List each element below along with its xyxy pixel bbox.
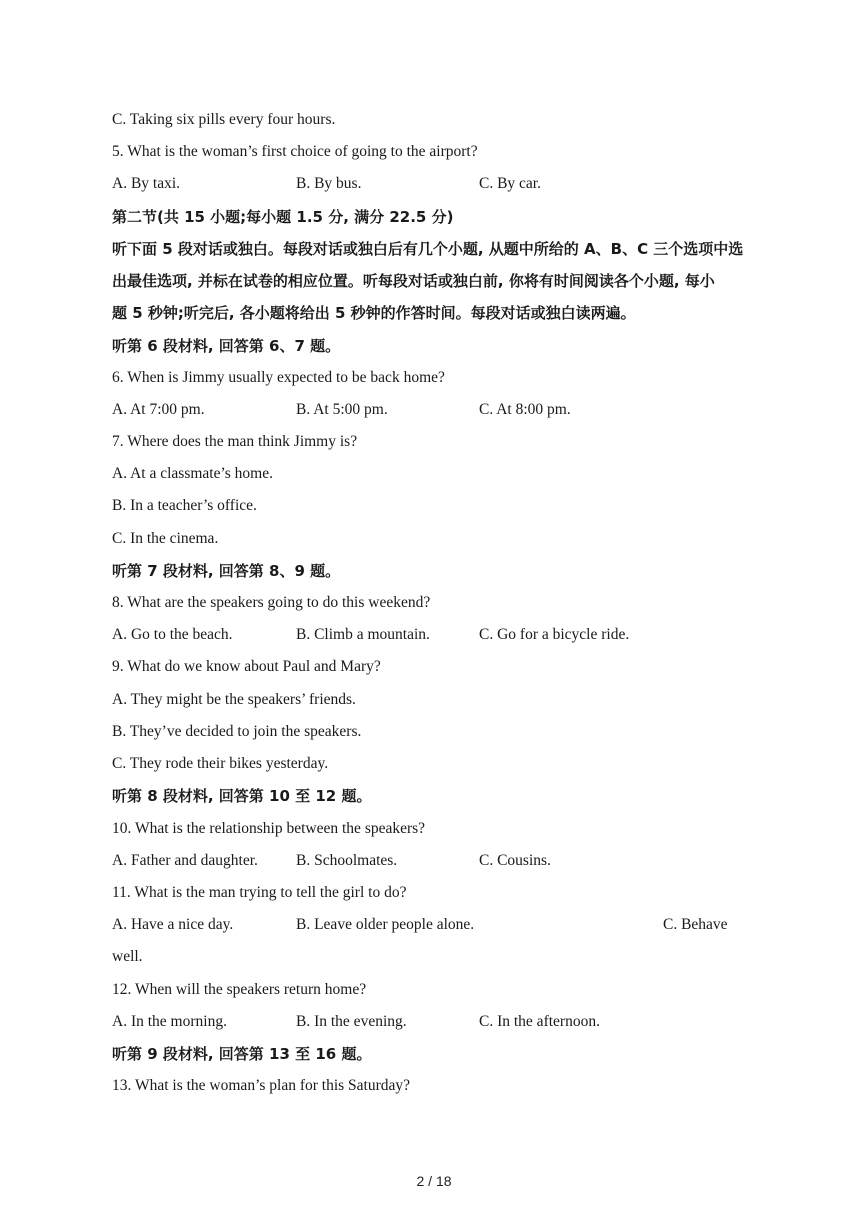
option-c: C. Behave — [663, 916, 728, 933]
instruction-line-1: 听下面 5 段对话或独白。每段对话或独白后有几个小题, 从题中所给的 A、B、C 三个选项中选 — [112, 240, 744, 258]
question-9-option-c: C. They rode their bikes yesterday. — [112, 755, 329, 772]
option-c: C. Go for a bicycle ride. — [479, 626, 630, 643]
option-b: B. By bus. — [296, 175, 362, 192]
material-6-heading: 听第 6 段材料, 回答第 6、7 题。 — [112, 337, 341, 355]
question-7-option-a: A. At a classmate’s home. — [112, 465, 273, 482]
question-7: 7. Where does the man think Jimmy is? — [112, 433, 358, 450]
option-a: A. By taxi. — [112, 175, 181, 192]
question-10: 10. What is the relationship between the speakers? — [112, 820, 426, 837]
option-a: A. Father and daughter. — [112, 852, 258, 869]
question-9: 9. What do we know about Paul and Mary? — [112, 658, 381, 675]
question-9-option-a: A. They might be the speakers’ friends. — [112, 691, 356, 708]
option-c: C. By car. — [479, 175, 541, 192]
material-7-heading: 听第 7 段材料, 回答第 8、9 题。 — [112, 562, 341, 580]
option-a: A. At 7:00 pm. — [112, 401, 205, 418]
option-a: A. In the morning. — [112, 1013, 227, 1030]
material-9-heading: 听第 9 段材料, 回答第 13 至 16 题。 — [112, 1045, 372, 1063]
option-b: B. At 5:00 pm. — [296, 401, 388, 418]
option-a: A. Go to the beach. — [112, 626, 233, 643]
question-6: 6. When is Jimmy usually expected to be back home? — [112, 369, 445, 386]
option-b: B. Leave older people alone. — [296, 916, 475, 933]
question-7-option-c: C. In the cinema. — [112, 530, 219, 547]
option-a: A. Have a nice day. — [112, 916, 234, 933]
question-11-option-c-wrap: well. — [112, 948, 143, 965]
question-7-option-b: B. In a teacher’s office. — [112, 497, 257, 514]
instruction-line-3: 题 5 秒钟;听完后, 各小题将给出 5 秒钟的作答时间。每段对话或独白读两遍。 — [112, 304, 636, 322]
question-13: 13. What is the woman’s plan for this Saturday? — [112, 1077, 411, 1094]
question-8: 8. What are the speakers going to do this weekend? — [112, 594, 431, 611]
question-12: 12. When will the speakers return home? — [112, 981, 367, 998]
option-c: C. At 8:00 pm. — [479, 401, 571, 418]
question-4-option-c: C. Taking six pills every four hours. — [112, 111, 336, 128]
option-b: B. Climb a mountain. — [296, 626, 430, 643]
option-b: B. Schoolmates. — [296, 852, 398, 869]
option-c: C. In the afternoon. — [479, 1013, 600, 1030]
option-b: B. In the evening. — [296, 1013, 407, 1030]
page-number: 2 / 18 — [416, 1173, 452, 1189]
instruction-line-2: 出最佳选项, 并标在试卷的相应位置。听每段对话或独白前, 你将有时间阅读各个小题, 每小 — [112, 272, 715, 290]
section-2-heading: 第二节(共 15 小题;每小题 1.5 分, 满分 22.5 分) — [112, 208, 454, 226]
question-9-option-b: B. They’ve decided to join the speakers. — [112, 723, 362, 740]
question-5: 5. What is the woman’s first choice of going to the airport? — [112, 143, 478, 160]
question-11: 11. What is the man trying to tell the girl to do? — [112, 884, 407, 901]
option-c: C. Cousins. — [479, 852, 551, 869]
material-8-heading: 听第 8 段材料, 回答第 10 至 12 题。 — [112, 787, 372, 805]
